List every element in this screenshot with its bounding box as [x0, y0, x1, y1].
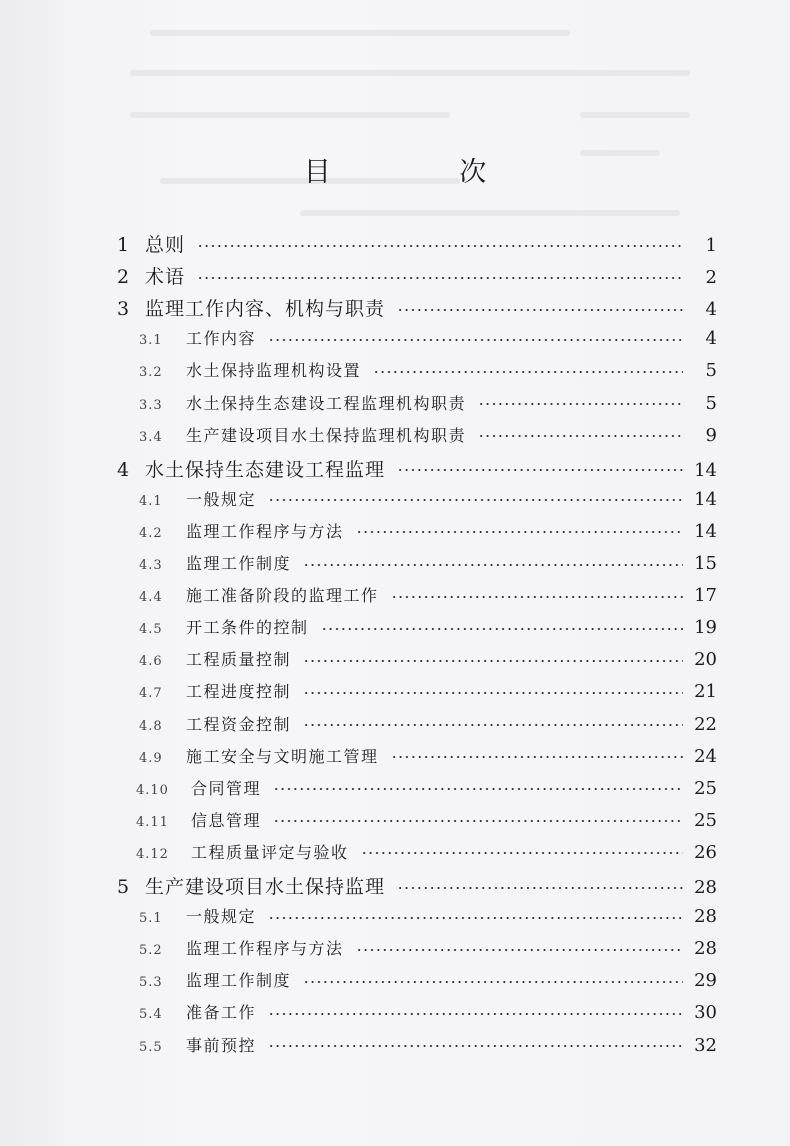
toc-entry-page-number: 28 — [694, 938, 717, 960]
toc-entry-number: 4.10 — [136, 782, 169, 798]
toc-entry-label: 工程资金控制 — [186, 714, 292, 734]
toc-section-entry[interactable] — [139, 551, 717, 574]
toc-section-entry[interactable] — [139, 487, 717, 510]
toc-entry-label: 一般规定 — [186, 907, 257, 927]
toc-entry-number: 4.8 — [139, 718, 163, 734]
toc-entry-label: 工作内容 — [186, 329, 257, 349]
toc-entry-page-number: 25 — [694, 777, 717, 799]
toc-section-entry[interactable] — [139, 744, 717, 767]
toc-section-entry[interactable] — [139, 968, 717, 991]
dot-leader — [478, 435, 683, 437]
toc-entry-number: 3.3 — [139, 397, 163, 413]
toc-section-entry[interactable] — [139, 615, 717, 638]
dot-leader — [197, 277, 683, 279]
dot-leader — [356, 531, 683, 533]
toc-entry-label: 准备工作 — [186, 1003, 257, 1023]
bleed-through-mark — [580, 112, 690, 118]
toc-section-entry[interactable] — [139, 423, 717, 446]
toc-entry-number: 4.6 — [139, 654, 163, 670]
toc-section-entry[interactable] — [139, 391, 717, 414]
dot-leader — [397, 887, 683, 889]
toc-entry-number: 3.1 — [139, 333, 163, 349]
dot-leader — [303, 692, 683, 694]
toc-entry-label: 施工安全与文明施工管理 — [186, 746, 379, 766]
toc-section-entry[interactable] — [139, 679, 717, 702]
dot-leader — [268, 1045, 683, 1047]
toc-entry-number: 4.4 — [139, 590, 163, 606]
bleed-through-mark — [130, 70, 690, 76]
toc-entry-number: 4.2 — [139, 525, 163, 541]
bleed-through-mark — [150, 30, 570, 36]
toc-entry-label: 监理工作制度 — [186, 971, 292, 991]
toc-entry-page-number: 22 — [694, 713, 717, 735]
toc-entry-label: 信息管理 — [191, 810, 262, 830]
toc-entry-number: 4.5 — [139, 622, 163, 638]
toc-section-entry[interactable] — [139, 326, 717, 349]
dot-leader — [321, 628, 683, 630]
toc-entry-label: 工程质量评定与验收 — [191, 842, 349, 862]
toc-entry-label: 合同管理 — [191, 778, 262, 798]
toc-entry-page-number: 21 — [694, 681, 717, 703]
toc-entry-number: 5.5 — [139, 1039, 163, 1055]
toc-entry-number: 5 — [117, 876, 130, 898]
toc-entry-page-number: 4 — [705, 328, 717, 350]
toc-entry-number: 4.3 — [139, 558, 163, 573]
bleed-through-mark — [130, 112, 450, 118]
dot-leader — [268, 499, 683, 501]
toc-entry-number: 4.7 — [139, 686, 163, 702]
toc-entry-label: 总则 — [145, 234, 186, 256]
dot-leader — [356, 949, 683, 951]
dot-leader — [391, 756, 683, 758]
toc-section-entry[interactable] — [136, 808, 717, 831]
toc-entry-label: 水土保持生态建设工程监理 — [145, 458, 386, 481]
toc-entry-page-number: 26 — [694, 841, 717, 863]
bleed-through-mark — [300, 210, 680, 216]
toc-entry-label: 监理工作制度 — [186, 554, 292, 573]
dot-leader — [373, 371, 683, 373]
toc-entry-label: 监理工作程序与方法 — [186, 939, 344, 959]
toc-section-entry[interactable] — [139, 647, 717, 670]
toc-entry-page-number: 29 — [694, 970, 717, 992]
toc-section-entry[interactable] — [139, 358, 717, 381]
toc-entry-label: 一般规定 — [186, 489, 257, 509]
toc-entry-number: 5.1 — [139, 911, 163, 927]
toc-entry-page-number: 15 — [694, 553, 717, 574]
toc-entry-number: 5.2 — [139, 943, 163, 959]
toc-section-entry[interactable] — [139, 936, 717, 959]
toc-entry-page-number: 25 — [694, 809, 717, 831]
toc-entry-page-number: 28 — [694, 877, 717, 898]
dot-leader — [478, 403, 683, 405]
toc-entry-page-number: 30 — [694, 1002, 717, 1024]
toc-entry-page-number: 17 — [694, 585, 717, 607]
toc-entry-label: 术语 — [145, 266, 186, 289]
dot-leader — [268, 339, 683, 341]
dot-leader — [391, 596, 683, 598]
toc-section-entry[interactable] — [139, 1000, 717, 1023]
dot-leader — [268, 1013, 683, 1015]
toc-entry-page-number: 5 — [705, 392, 717, 414]
toc-entry-page-number: 20 — [694, 649, 717, 671]
toc-entry-label: 监理工作内容、机构与职责 — [145, 298, 386, 321]
toc-entry-page-number: 14 — [694, 520, 717, 542]
toc-entry-number: 4 — [117, 458, 130, 481]
toc-chapter-entry[interactable] — [117, 294, 717, 321]
toc-entry-label: 生产建设项目水土保持监理机构职责 — [186, 425, 467, 445]
toc-entry-label: 开工条件的控制 — [186, 618, 309, 638]
toc-entry-number: 5.3 — [139, 975, 163, 991]
toc-entry-number: 3.4 — [139, 429, 163, 445]
dot-leader — [361, 852, 683, 854]
dot-leader — [397, 309, 683, 311]
toc-entry-label: 水土保持监理机构设置 — [186, 361, 362, 381]
dot-leader — [303, 724, 683, 726]
toc-entry-number: 4.12 — [136, 846, 169, 862]
toc-entry-number: 4.11 — [136, 814, 169, 830]
toc-entry-label: 工程质量控制 — [186, 650, 292, 670]
toc-entry-number: 2 — [117, 266, 130, 289]
dot-leader — [197, 245, 683, 247]
toc-section-entry[interactable] — [139, 519, 717, 542]
toc-entry-number: 4.1 — [139, 493, 163, 509]
toc-entry-page-number: 2 — [705, 267, 717, 289]
toc-entry-label: 生产建设项目水土保持监理 — [145, 876, 386, 898]
toc-entry-page-number: 9 — [705, 424, 717, 446]
toc-entry-page-number: 5 — [705, 360, 717, 382]
dot-leader — [268, 917, 683, 919]
toc-entry-page-number: 32 — [694, 1034, 717, 1056]
toc-entry-label: 事前预控 — [186, 1035, 257, 1055]
toc-entry-page-number: 19 — [694, 617, 717, 639]
toc-section-entry[interactable] — [139, 1033, 717, 1056]
toc-chapter-entry[interactable] — [117, 230, 717, 257]
toc-entry-page-number: 4 — [705, 299, 717, 321]
toc-section-entry[interactable] — [139, 712, 717, 735]
toc-entry-label: 工程进度控制 — [186, 682, 292, 702]
dot-leader — [303, 564, 683, 566]
toc-section-entry[interactable] — [139, 583, 717, 606]
toc-entry-number: 1 — [117, 234, 130, 256]
toc-entry-label: 监理工作程序与方法 — [186, 521, 344, 541]
dot-leader — [303, 981, 683, 983]
toc-entry-number: 3.2 — [139, 365, 163, 381]
toc-entry-label: 水土保持生态建设工程监理机构职责 — [186, 393, 467, 413]
dot-leader — [303, 660, 683, 662]
toc-entry-number: 3 — [117, 298, 130, 321]
toc-section-entry[interactable] — [136, 840, 717, 863]
toc-entry-page-number: 28 — [694, 906, 717, 928]
toc-entry-number: 4.9 — [139, 750, 163, 766]
toc-title: 目 次 — [303, 157, 547, 188]
toc-entry-page-number: 14 — [694, 459, 717, 481]
toc-entry-page-number: 24 — [694, 745, 717, 767]
dot-leader — [397, 469, 683, 471]
toc-chapter-entry[interactable] — [117, 262, 717, 289]
dot-leader — [273, 820, 683, 822]
toc-entry-page-number: 1 — [705, 235, 717, 256]
toc-entry-page-number: 14 — [694, 488, 717, 510]
dot-leader — [273, 788, 683, 790]
toc-section-entry[interactable] — [139, 904, 717, 927]
toc-entry-label: 施工准备阶段的监理工作 — [186, 586, 379, 606]
toc-entry-number: 5.4 — [139, 1007, 163, 1023]
toc-chapter-entry[interactable] — [117, 455, 717, 482]
toc-section-entry[interactable] — [136, 776, 717, 799]
toc-chapter-entry[interactable] — [117, 872, 717, 899]
